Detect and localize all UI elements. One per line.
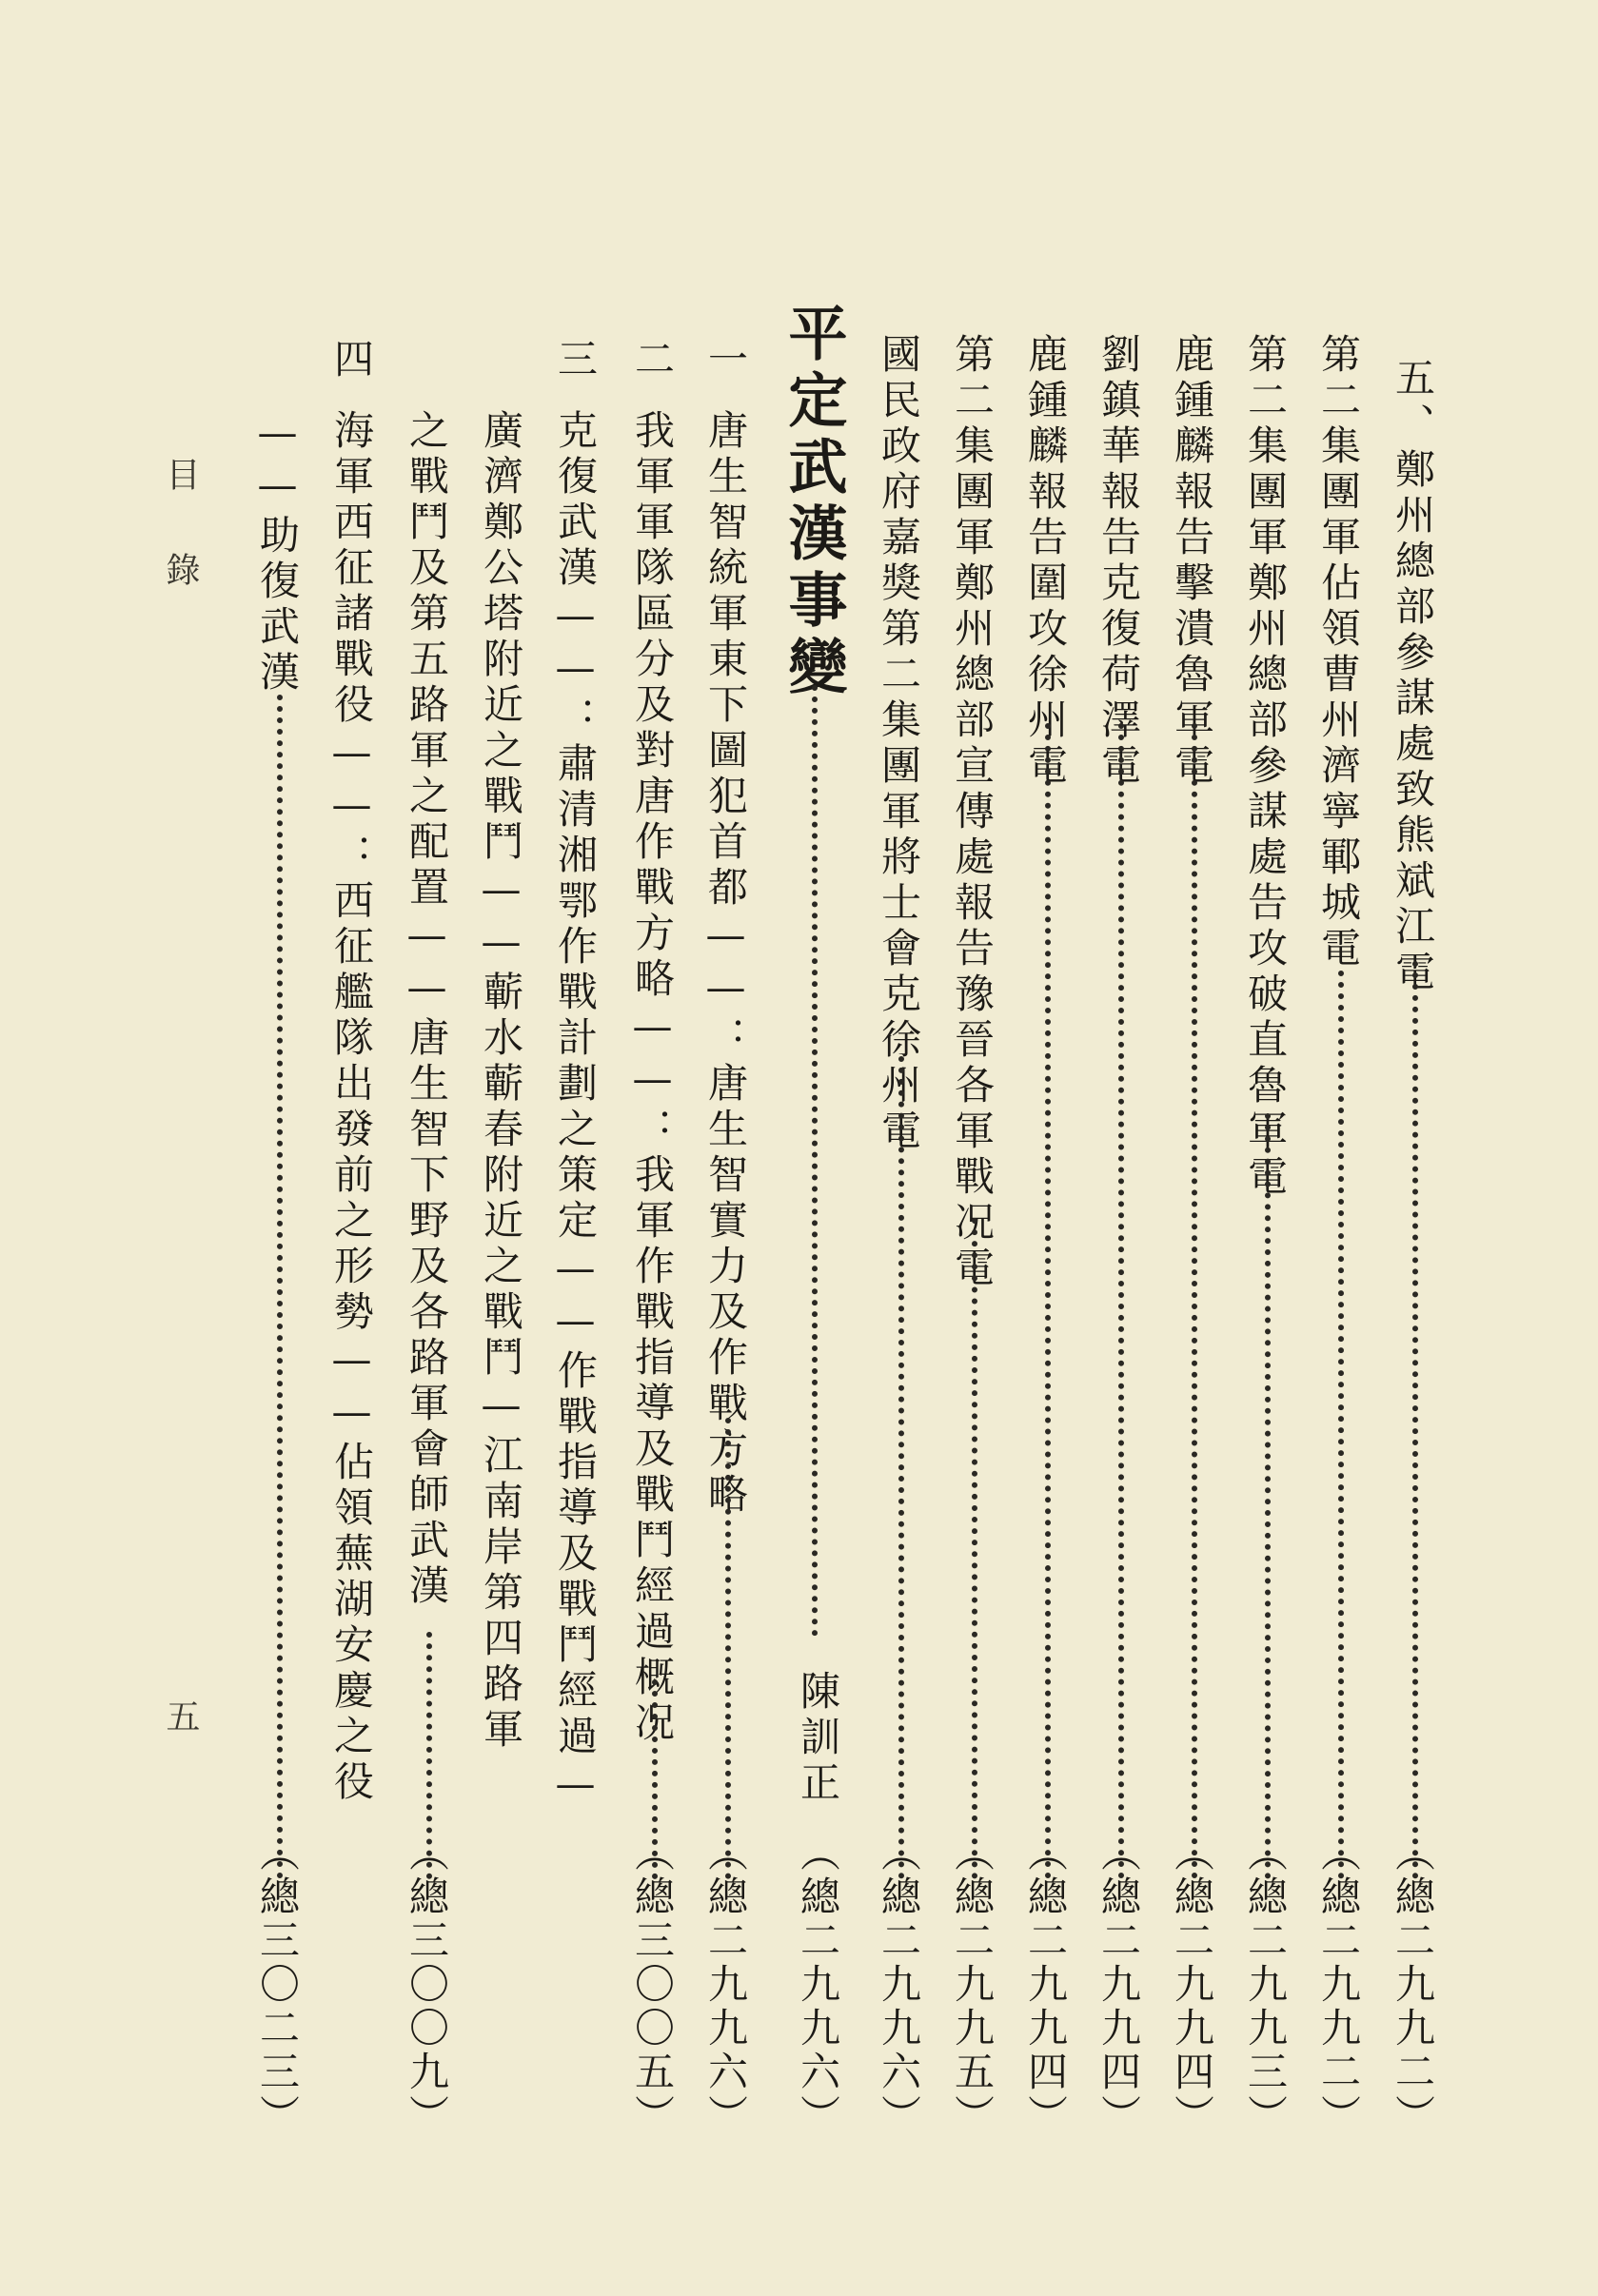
item-line: 克復武漢——：肅清湘鄂作戰計劃之策定——作戰指導及戰鬥經過— <box>552 409 599 1813</box>
item-line: 廣濟鄭公塔附近之戰鬥——蘄水蘄春附近之戰鬥—江南岸第四路軍 <box>478 409 524 1754</box>
entry-page: （總二九九三） <box>1242 1832 1289 2138</box>
dot-leader <box>812 685 873 1637</box>
entry-title: 鹿鍾麟報告擊潰魯軍電 <box>1169 333 1215 790</box>
entry-title: 劉鎮華報告克復荷澤電 <box>1095 333 1142 790</box>
item-index: 三 <box>552 338 599 383</box>
entry-page: （總二九九二） <box>1315 1832 1362 2138</box>
entry-title: 五、鄭州總部參謀處致熊斌江電 <box>1390 357 1436 996</box>
item-page: （總三〇〇五） <box>629 1832 676 2138</box>
entry-page: （總二九九五） <box>949 1832 996 2138</box>
page-number: 五 <box>161 1698 200 1746</box>
dot-leader <box>1192 723 1253 1879</box>
item-page: （總二九九六） <box>702 1832 749 2138</box>
item-index: 二 <box>629 338 676 383</box>
entry-title: 鹿鍾麟報告圍攻徐州電 <box>1022 333 1069 790</box>
dot-leader <box>1338 971 1399 1879</box>
dot-leader <box>1265 1113 1326 1879</box>
dot-leader <box>898 1056 959 1879</box>
dot-leader <box>972 1218 1033 1879</box>
item-line: 我軍軍隊區分及對唐作戰方略——：我軍作戰指導及戰鬥經過概况 <box>629 409 676 1747</box>
item-index: 四 <box>328 338 375 383</box>
entry-page: （總二九九四） <box>1095 1832 1142 2138</box>
dot-leader <box>1412 961 1473 1879</box>
entry-title: 國民政府嘉獎第二集團軍將士會克徐州電 <box>876 333 922 1155</box>
item-index: 一 <box>702 338 749 383</box>
item-line: ——助復武漢 <box>254 409 301 697</box>
section-label: 目 錄 <box>161 457 200 599</box>
section-title: 平定武漢事變 <box>779 303 848 702</box>
entry-title: 第二集團軍鄭州總部宣傳處報告豫晉各軍戰况電 <box>949 333 996 1292</box>
entry-page: （總二九九六） <box>876 1832 922 2138</box>
entry-page: （總二九九四） <box>1169 1832 1215 2138</box>
dot-leader <box>277 695 338 1879</box>
section-author: 陳訓正 <box>795 1670 841 1807</box>
dot-leader <box>1045 723 1106 1879</box>
entry-title: 第二集團軍佔領曹州濟寧鄆城電 <box>1315 333 1362 972</box>
entry-page: （總二九九二） <box>1390 1832 1436 2138</box>
dot-leader <box>1118 723 1179 1879</box>
entry-title: 第二集團軍鄭州總部參謀處告攻破直魯軍電 <box>1242 333 1289 1201</box>
entry-page: （總二九九四） <box>1022 1832 1069 2138</box>
section-page: （總二九九六） <box>795 1832 841 2138</box>
item-line: 唐生智統軍東下圖犯首都——：唐生智實力及作戰方略 <box>702 409 749 1519</box>
item-page: （總三〇〇九） <box>404 1832 450 2138</box>
dot-leader <box>725 1418 786 1879</box>
item-line: 之戰鬥及第五路軍之配置——唐生智下野及各路軍會師武漢 <box>404 409 450 1610</box>
item-line: 海軍西征諸戰役——：西征艦隊出發前之形勢——佔領蕪湖安慶之役 <box>328 409 375 1806</box>
item-page: （總三〇二三） <box>254 1832 301 2138</box>
